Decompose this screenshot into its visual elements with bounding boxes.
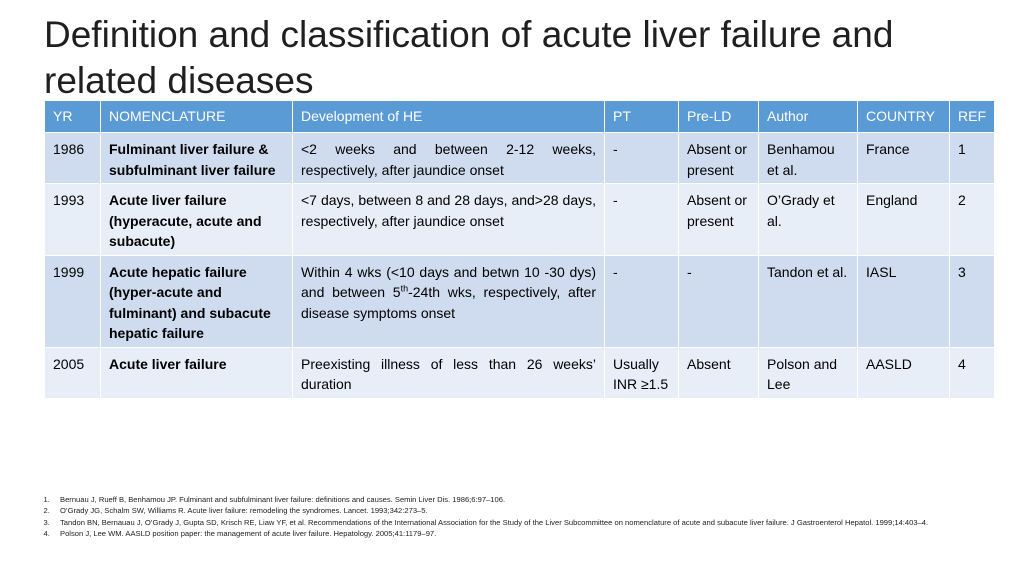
cell-pre-ld: Absent or present — [679, 184, 759, 256]
cell-country: AASLD — [858, 347, 950, 398]
cell-nomenclature: Acute hepatic failure (hyper-acute and fulminant) and subacute hepatic failure — [101, 255, 293, 347]
cell-pt: - — [605, 255, 679, 347]
slide-title: Definition and classification of acute liver failure and related diseases — [44, 14, 894, 101]
header-pre-ld: Pre-LD — [679, 101, 759, 133]
header-country: COUNTRY — [858, 101, 950, 133]
table-row — [45, 184, 995, 256]
cell-country: England — [858, 184, 950, 256]
header-author: Author — [759, 101, 858, 133]
cell-ref: 4 — [950, 347, 995, 398]
cell-development-of-he: Preexisting illness of less than 26 weeks’ duration — [293, 347, 605, 398]
cell-pt: - — [605, 184, 679, 256]
cell-pre-ld: Absent or present — [679, 133, 759, 184]
cell-nomenclature: Acute liver failure (hyperacute, acute and subacute) — [101, 184, 293, 256]
cell-pt: - — [605, 133, 679, 184]
cell-yr: 1986 — [45, 133, 101, 184]
cell-pre-ld: - — [679, 255, 759, 347]
cell-author: Polson and Lee — [759, 347, 858, 398]
table-row — [45, 255, 995, 347]
cell-author: Tandon et al. — [759, 255, 858, 347]
he-superscript: th — [400, 283, 409, 294]
reference-item: 4. Polson J, Lee WM. AASLD position paper: the management of acute liver failure. Hepatology. 2005;41:1179–97. — [52, 528, 1012, 539]
header-development-of-he: Development of HE — [293, 101, 605, 133]
cell-author: O’Grady et al. — [759, 184, 858, 256]
he-text-part-2: -24th wks, respectively, after disease symptoms onset — [301, 284, 596, 321]
table-row — [45, 347, 995, 398]
cell-author: Benhamou et al. — [759, 133, 858, 184]
cell-development-of-he: <2 weeks and between 2-12 weeks, respectively, after jaundice onset — [293, 133, 605, 184]
cell-yr: 1999 — [45, 255, 101, 347]
cell-pt: Usually INR ≥1.5 — [605, 347, 679, 398]
cell-nomenclature: Fulminant liver failure & subfulminant liver failure — [101, 133, 293, 184]
cell-ref: 3 — [950, 255, 995, 347]
reference-item: 3. Tandon BN, Bernauau J, O’Grady J, Gupta SD, Krisch RE, Liaw YF, et al. Recommendations of the International Association for the Study of the Liver Subcommittee on nomenclature of acute and subacute liver failure. J Gastroenterol Hepatol. 1999;14:403–4. — [52, 517, 1012, 528]
cell-development-of-he — [293, 255, 605, 347]
cell-pre-ld: Absent — [679, 347, 759, 398]
cell-ref: 2 — [950, 184, 995, 256]
cell-yr: 2005 — [45, 347, 101, 398]
header-yr: YR — [45, 101, 101, 133]
cell-nomenclature: Acute liver failure — [101, 347, 293, 398]
cell-country: IASL — [858, 255, 950, 347]
table-row — [45, 133, 995, 184]
he-text-part-1: Within 4 wks (<10 days and betwn 10 -30 dys) and between 5 — [301, 263, 596, 300]
header-ref: REF — [950, 101, 995, 133]
cell-yr: 1993 — [45, 184, 101, 256]
cell-development-of-he: <7 days, between 8 and 28 days, and>28 days, respectively, after jaundice onset — [293, 184, 605, 256]
cell-ref: 1 — [950, 133, 995, 184]
table-header-row — [45, 101, 995, 133]
cell-country: France — [858, 133, 950, 184]
header-nomenclature: NOMENCLATURE — [101, 101, 293, 133]
classification-table — [44, 100, 995, 399]
reference-item: 2. O’Grady JG, Schalm SW, Williams R. Acute liver failure: remodeling the syndromes. Lancet. 1993;342:273–5. — [52, 505, 1012, 516]
reference-item: 1. Bernuau J, Rueff B, Benhamou JP. Fulminant and subfulminant liver failure: definitions and causes. Semin Liver Dis. 1986;6:97–106. — [52, 494, 1012, 505]
header-pt: PT — [605, 101, 679, 133]
reference-list — [30, 494, 1012, 540]
